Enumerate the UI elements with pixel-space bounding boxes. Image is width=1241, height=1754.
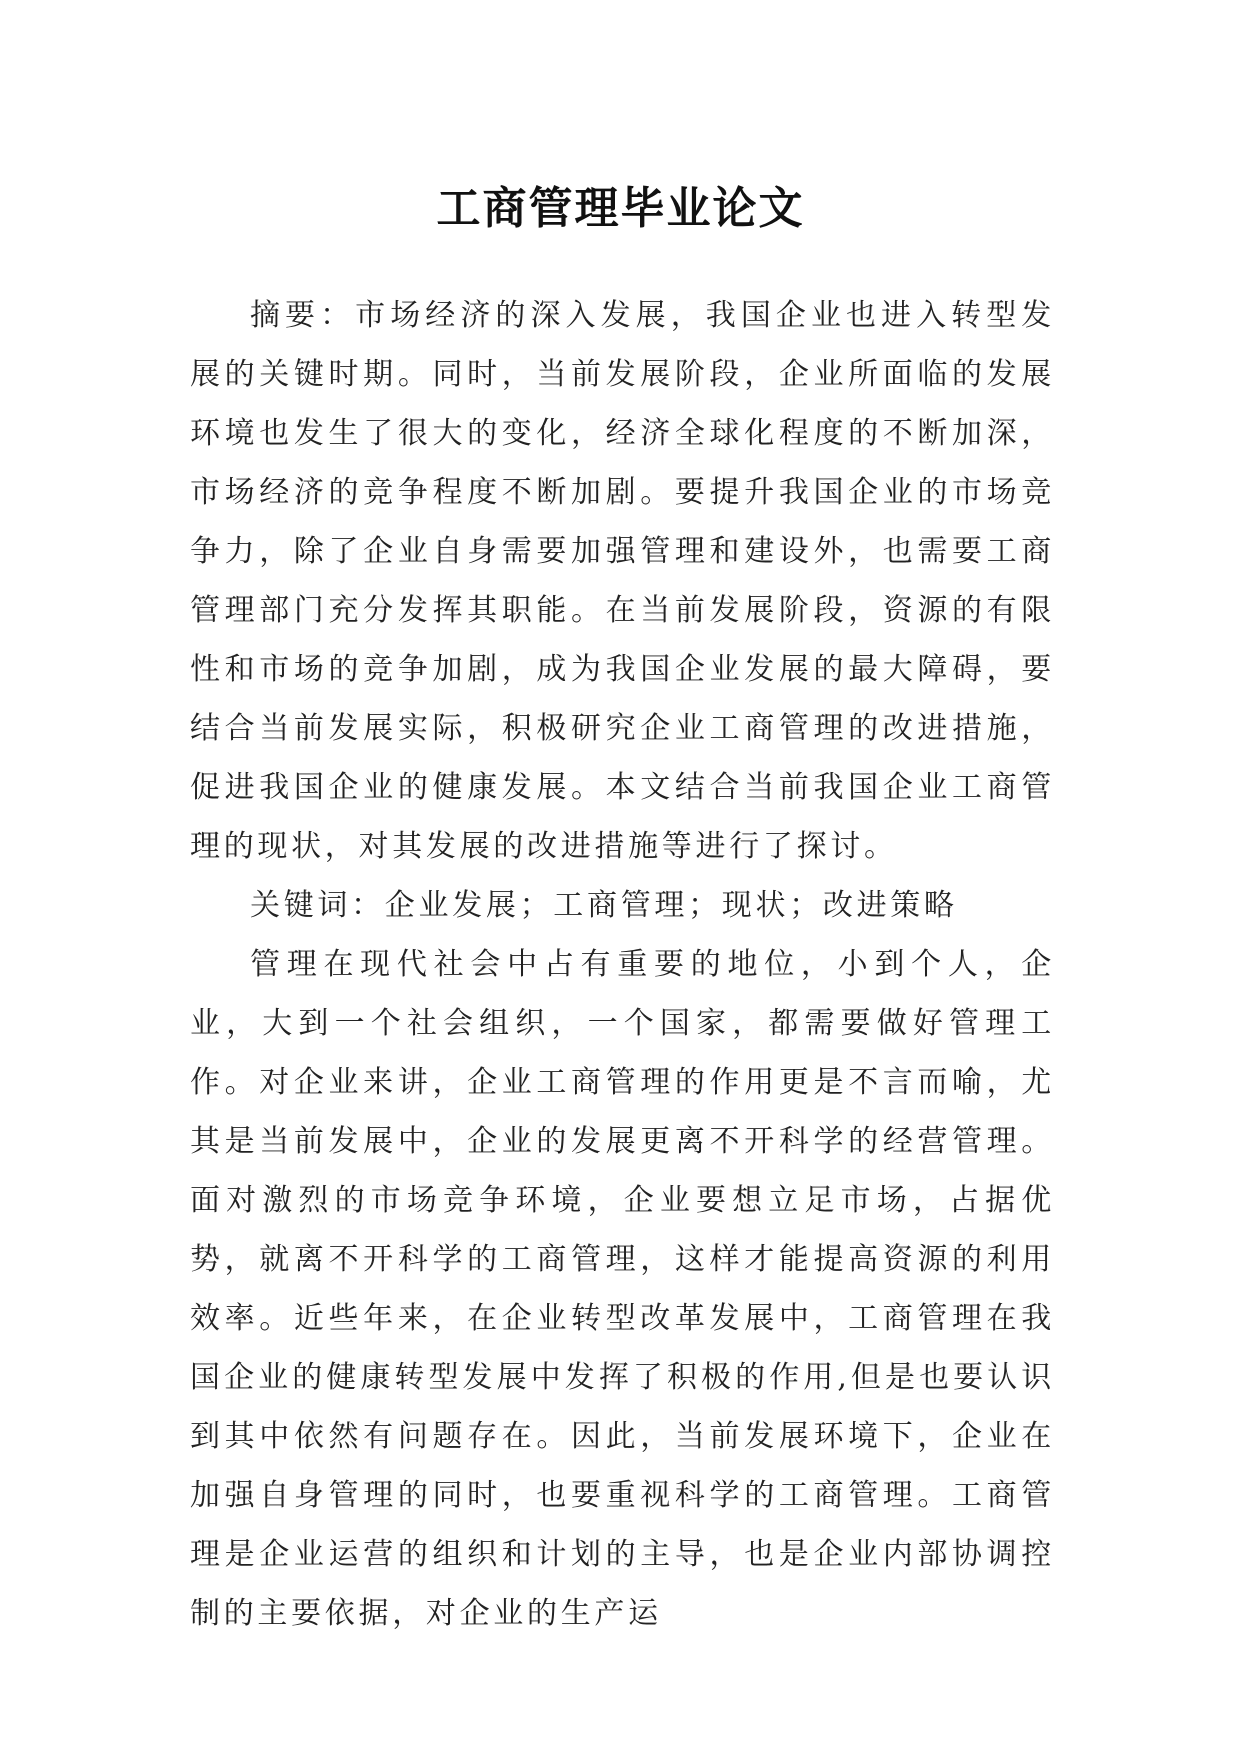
document-title: 工商管理毕业论文 (436, 183, 805, 235)
document-body (190, 286, 1055, 1643)
abstract-paragraph: 摘要：市场经济的深入发展，我国企业也进入转型发展的关键时期。同时，当前发展阶段，企业所面临的发展环境也发生了很大的变化，经济全球化程度的不断加深，市场经济的竞争程度不断加剧。要提升我国企业的市场竞争力，除了企业自身需要加强管理和建设外，也需要工商管理部门充分发挥其职能。在当前发展阶段，资源的有限性和市场的竞争加剧，成为我国企业发展的最大障碍，要结合当前发展实际，积极研究企业工商管理的改进措施，促进我国企业的健康发展。本文结合当前我国企业工商管理的现状，对其发展的改进措施等进行了探讨。 (190, 298, 1055, 864)
intro-paragraph: 管理在现代社会中占有重要的地位，小到个人，企业，大到一个社会组织，一个国家，都需要做好管理工作。对企业来讲，企业工商管理的作用更是不言而喻，尤其是当前发展中，企业的发展更离不开科学的经营管理。面对激烈的市场竞争环境，企业要想立足市场，占据优势，就离不开科学的工商管理，这样才能提高资源的利用效率。近些年来，在企业转型改革发展中，工商管理在我国企业的健康转型发展中发挥了积极的作用,但是也要认识到其中依然有问题存在。因此，当前发展环境下，企业在加强自身管理的同时，也要重视科学的工商管理。工商管理是企业运营的组织和计划的主导，也是企业内部协调控制的主要依据，对企业的生产运 (190, 947, 1055, 1631)
keywords-paragraph: 关键词：企业发展；工商管理；现状；改进策略 (250, 888, 958, 923)
